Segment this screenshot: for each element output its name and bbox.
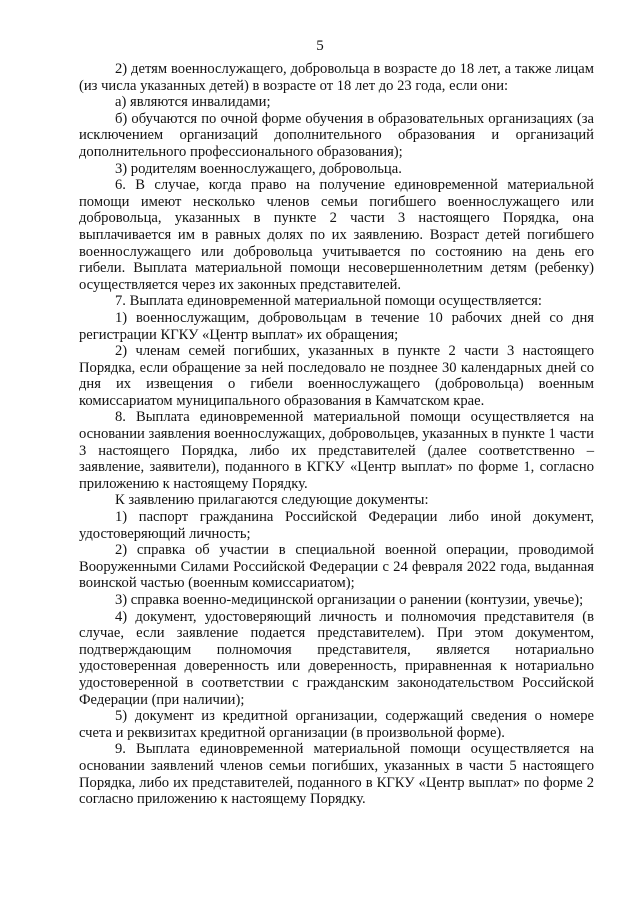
paragraph: К заявлению прилагаются следующие документы:	[115, 492, 429, 509]
paragraph: 4) документ, удостоверяющий личность и полномочия представителя (в случае, если заявление подается представителем). При этом документом, подтверждающим полномочия представителя, является нотариально удостоверенная доверенность или доверенность, приравненная к нотариально удостоверенной в соответствии с гражданским законодательством Российской Федерации (при наличии);	[79, 608, 594, 708]
paragraph: 9. Выплата единовременной материальной помощи осуществляется на основании заявлений членов семьи погибших, указанных в части 5 настоящего Порядка, либо их представителей, поданного в КГКУ «Центр выплат» по форме 2 согласно приложению к настоящему Порядку.	[79, 741, 594, 808]
paragraph: 7. Выплата единовременной материальной помощи осуществляется:	[115, 293, 542, 310]
paragraph: б) обучаются по очной форме обучения в образовательных организациях (за исключением организаций дополнительного образования и организаций дополнительного профессионального образования);	[79, 110, 594, 160]
paragraph: 5) документ из кредитной организации, содержащий сведения о номере счета и реквизитах кредитной организации (в произвольной форме).	[79, 708, 594, 741]
paragraph: 3) справка военно-медицинской организации о ранении (контузии, увечье);	[115, 592, 584, 608]
paragraph: 2) членам семей погибших, указанных в пункте 2 части 3 настоящего Порядка, если обращение за ней последовало не позднее 30 календарных дней со дня их извещения о гибели военнослужащего (добровольца) военным комиссариатом муниципального образования в Камчатском крае.	[79, 343, 594, 409]
page-number: 5	[316, 38, 324, 54]
paragraph: а) являются инвалидами;	[115, 94, 271, 111]
paragraph: 2) справка об участии в специальной военной операции, проводимой Вооруженными Силами Российской Федерации с 24 февраля 2022 года, выданная воинской частью (военным комиссариатом);	[79, 542, 594, 592]
paragraph: 3) родителям военнослужащего, добровольца.	[115, 160, 402, 177]
paragraph: 6. В случае, когда право на получение единовременной материальной помощи имеют несколько членов семьи погибшего военнослужащего или добровольца, указанных в пункте 2 части 3 настоящего Порядка, она выплачивается им в равных долях по их заявлению. Возраст детей погибшего военнослужащего или добровольца учитывается по состоянию на день его гибели. Выплата материальной помощи несовершеннолетним детям (ребенку) осуществляется через их законных представителей.	[79, 177, 594, 293]
paragraph: 1) военнослужащим, добровольцам в течение 10 рабочих дней со дня регистрации КГКУ «Центр выплат» их обращения;	[79, 309, 594, 343]
paragraph: 1) паспорт гражданина Российской Федерации либо иной документ, удостоверяющий личность;	[79, 509, 594, 542]
document-body	[79, 61, 594, 808]
paragraph: 2) детям военнослужащего, добровольца в возрасте до 18 лет, а также лицам (из числа указанных детей) в возрасте от 18 лет до 23 года, если они:	[79, 61, 594, 94]
paragraph: 8. Выплата единовременной материальной помощи осуществляется на основании заявления военнослужащих, добровольцев, указанных в пункте 1 части 3 настоящего Порядка, либо их представителей (далее соответственно – заявление, заявители), поданного в КГКУ «Центр выплат» по форме 1, согласно приложению к настоящему Порядку.	[79, 409, 594, 492]
